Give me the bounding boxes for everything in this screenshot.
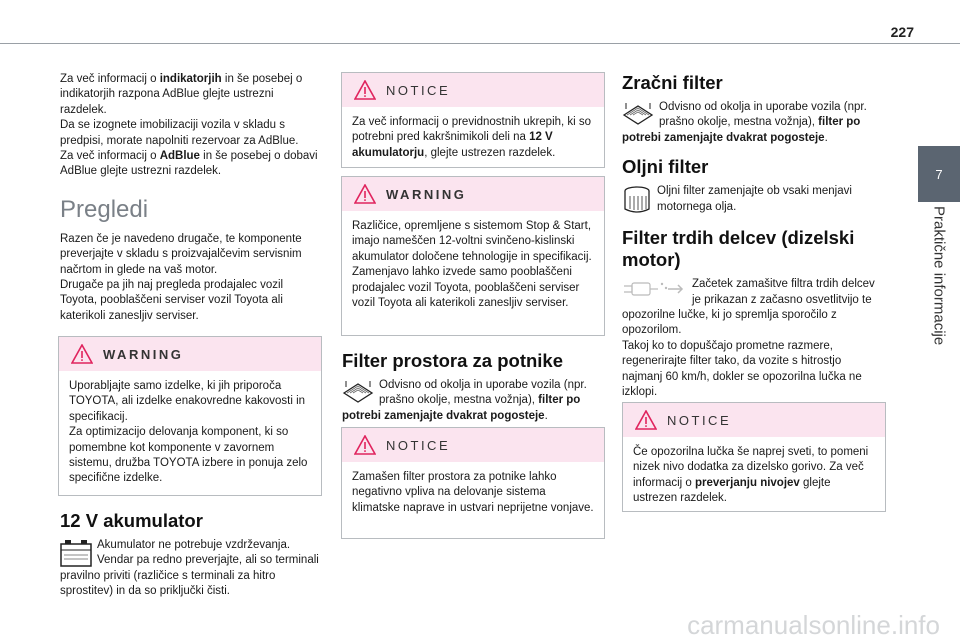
- intro-paragraph-3: Za več informacij o AdBlue in še posebej o dobavi AdBlue glejte ustrezni razdelek.: [60, 150, 318, 178]
- diesel-particulate-filter-icon: [622, 278, 684, 300]
- notice-box-1: [341, 72, 605, 168]
- air-filter-paragraph: Odvisno od okolja in uporabe vozila (npr. prašno okolje, mestna vožnja), filter po potrebi zamenjajte dvakrat pogosteje.: [622, 101, 867, 144]
- cabin-filter-paragraph: Odvisno od okolja in uporabe vozila (npr. prašno okolje, mestna vožnja), filter po potrebi zamenjajte dvakrat pogosteje.: [342, 379, 587, 422]
- oil-filter-icon: [622, 185, 652, 215]
- cabin-filter-icon: [342, 379, 374, 405]
- notice-box-3: [622, 402, 886, 512]
- warning-title: WARNING: [386, 186, 467, 202]
- warning-box-1: [58, 336, 322, 496]
- pregledi-paragraph-2: Drugače pa jih naj pregleda prodajalec vozil Toyota, pooblaščeni serviser vozil Toyota ali katerikoli zanesljiv serviser.: [60, 279, 284, 322]
- battery-paragraph: Akumulator ne potrebuje vzdrževanja. Vendar pa redno preverjajte, ali so terminali pravilno priviti (različice s terminali za hitro sprostitev) in da so priključki čisti.: [60, 539, 319, 598]
- page-number: 227: [890, 24, 914, 40]
- notice-title: NOTICE: [667, 412, 732, 428]
- chapter-title: Praktične informacije: [930, 206, 948, 346]
- chapter-side-label: [920, 206, 958, 416]
- chapter-tab[interactable]: [918, 146, 960, 202]
- notice-triangle-icon: [635, 410, 657, 430]
- dpf-paragraph-1: Začetek zamašitve filtra trdih delcev je prikazan z začasno osvetlitvijo te opozorilne lučke, ki jo spremlja sporočilo z opozorilom.: [622, 278, 875, 337]
- notice-2-paragraph: Zamašen filter prostora za potnike lahko negativno vpliva na delovanje sistema klimatske naprave in ustvari neprijetne vonjave.: [352, 471, 594, 514]
- section-title-oil-filter: Oljni filter: [622, 156, 709, 178]
- notice-title: NOTICE: [386, 437, 451, 453]
- header-divider: [0, 43, 960, 44]
- notice-triangle-icon: [354, 435, 376, 455]
- warning-triangle-icon: [354, 184, 376, 204]
- notice-box-2: [341, 427, 605, 539]
- intro-paragraph-1: Za več informacij o indikatorjih in še posebej o indikatorjih razpona AdBlue glejte ustrezni razdelek.: [60, 73, 303, 116]
- column-3: [622, 72, 884, 400]
- column-1: [60, 72, 322, 324]
- notice-title: NOTICE: [386, 82, 451, 98]
- warning-2-paragraph-2: Zamenjavo lahko izvede samo pooblaščeni prodajalec vozil Toyota, pooblaščeni serviser vozil Toyota ali katerikoli zanesljiv serviser.: [352, 266, 580, 310]
- notice-1-paragraph: Za več informacij o previdnostnih ukrepih, ki so potrebni pred kakršnimikoli deli na 12 V akumulatorju, glejte ustrezen razdelek.: [352, 116, 592, 159]
- section-title-air-filter: Zračni filter: [622, 72, 723, 93]
- intro-paragraph-2: Da se izognete imobilizaciji vozila v skladu s predpisi, morate napolniti rezervoar za AdBlue.: [60, 119, 299, 147]
- section-title-cabin-filter: Filter prostora za potnike: [342, 350, 564, 371]
- warning-box-2: [341, 176, 605, 336]
- dpf-paragraph-2: Takoj ko to dopuščajo prometne razmere, regenerirajte filter tako, da vozite s hitrostjo najmanj 60 km/h, dokler se opozorilna lučka ne izklopi.: [622, 339, 862, 399]
- section-title-battery: 12 V akumulator: [60, 510, 203, 531]
- warning-1-paragraph-2: Za optimizacijo delovanja komponent, ki so pomembne kot komponente v zavornem sistemu, družba TOYOTA izbere in ponuja zelo specifične izdelke.: [69, 426, 308, 485]
- warning-2-paragraph-1: Različice, opremljene s sistemom Stop & Start, imajo nameščen 12-voltni svinčeno-kislinski akumulator določene tehnologije in specifikacij.: [352, 220, 592, 263]
- oil-filter-paragraph: Oljni filter zamenjajte ob vsaki menjavi motornega olja.: [622, 184, 884, 215]
- section-title-pregledi: Pregledi: [60, 195, 149, 223]
- cabin-filter-section: [342, 350, 604, 424]
- battery-section: [60, 510, 322, 600]
- air-filter-icon: [622, 101, 654, 127]
- warning-1-paragraph-1: Uporabljajte samo izdelke, ki jih priporoča TOYOTA, ali izdelke enakovredne kakovosti in specifikacij.: [69, 380, 306, 423]
- chapter-number: 7: [935, 166, 943, 182]
- warning-triangle-icon: [71, 344, 93, 364]
- section-title-dpf: Filter trdih delcev (dizelski motor): [622, 227, 855, 271]
- pregledi-paragraph-1: Razen če je navedeno drugače, te komponente preverjajte v skladu s proizvajalčevim servisnim načrtom in glede na vaš motor.: [60, 232, 302, 276]
- warning-title: WARNING: [103, 346, 184, 362]
- notice-3-paragraph: Če opozorilna lučka še naprej sveti, to pomeni nizek nivo dodatka za dizelsko gorivo. Za več informacij o preverjanju nivojev glejte ustrezen razdelek.: [633, 446, 869, 505]
- watermark: carmanualsonline.info: [687, 610, 940, 640]
- battery-icon: [60, 539, 92, 567]
- notice-triangle-icon: [354, 80, 376, 100]
